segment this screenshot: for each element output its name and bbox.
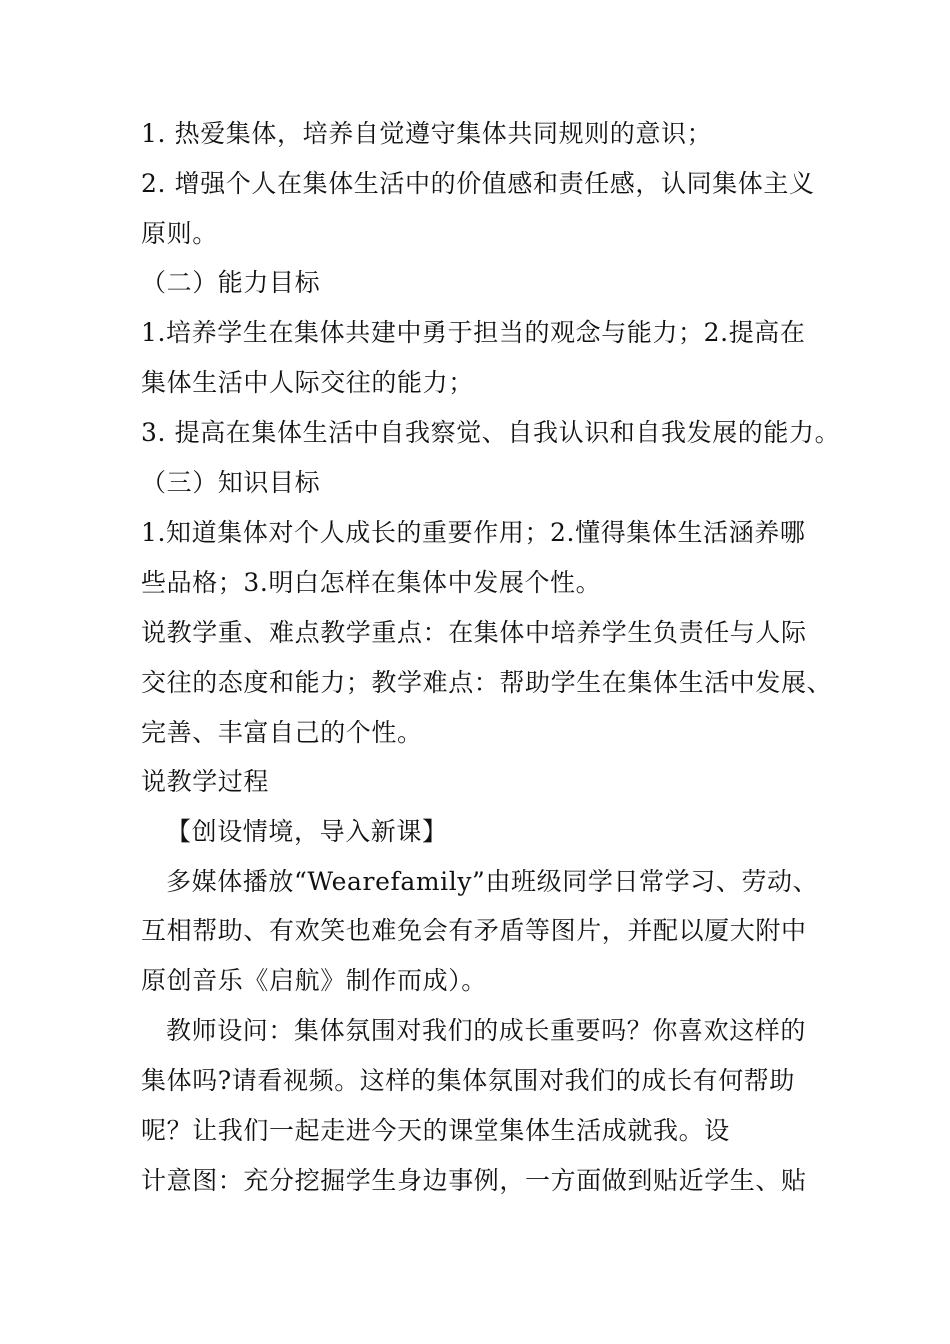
- text-line: 1.培养学生在集体共建中勇于担当的观念与能力；2.提高在: [141, 318, 806, 347]
- section-heading: （二）能力目标: [141, 268, 321, 297]
- text-line: 集体生活中人际交往的能力；: [141, 368, 474, 397]
- text-line: 集体吗?请看视频。这样的集体氛围对我们的成长有何帮助: [141, 1066, 796, 1095]
- text-line: 3. 提高在集体生活中自我察觉、自我认识和自我发展的能力。: [141, 418, 841, 447]
- text-line: 教师设问：集体氛围对我们的成长重要吗？你喜欢这样的: [166, 1016, 807, 1045]
- text-line: 1.知道集体对个人成长的重要作用；2.懂得集体生活涵养哪: [141, 518, 806, 547]
- text-line: 多媒体播放“Wearefamily”由班级同学日常学习、劳动、: [166, 867, 819, 896]
- text-line: 1. 热爱集体，培养自觉遵守集体共同规则的意识；: [141, 119, 713, 148]
- text-line: 交往的态度和能力；教学难点：帮助学生在集体生活中发展、: [141, 668, 833, 697]
- section-heading: （三）知识目标: [141, 468, 321, 497]
- section-heading: 说教学过程: [141, 767, 270, 796]
- section-heading: 【创设情境，导入新课】: [166, 817, 448, 846]
- text-line: 呢？让我们一起走进今天的课堂集体生活成就我。设: [141, 1116, 730, 1145]
- text-line: 2. 增强个人在集体生活中的价值感和责任感，认同集体主义: [141, 169, 815, 198]
- text-line: 计意图：充分挖掘学生身边事例，一方面做到贴近学生、贴: [141, 1166, 807, 1195]
- text-line: 原则。: [141, 219, 218, 248]
- text-line: 原创音乐《启航》制作而成）。: [141, 966, 487, 995]
- text-line: 完善、丰富自己的个性。: [141, 718, 423, 747]
- text-line: 说教学重、难点教学重点：在集体中培养学生负责任与人际: [141, 618, 807, 647]
- text-line: 互相帮助、有欢笑也难免会有矛盾等图片，并配以厦大附中: [141, 916, 807, 945]
- text-line: 些品格；3.明白怎样在集体中发展个性。: [141, 568, 602, 597]
